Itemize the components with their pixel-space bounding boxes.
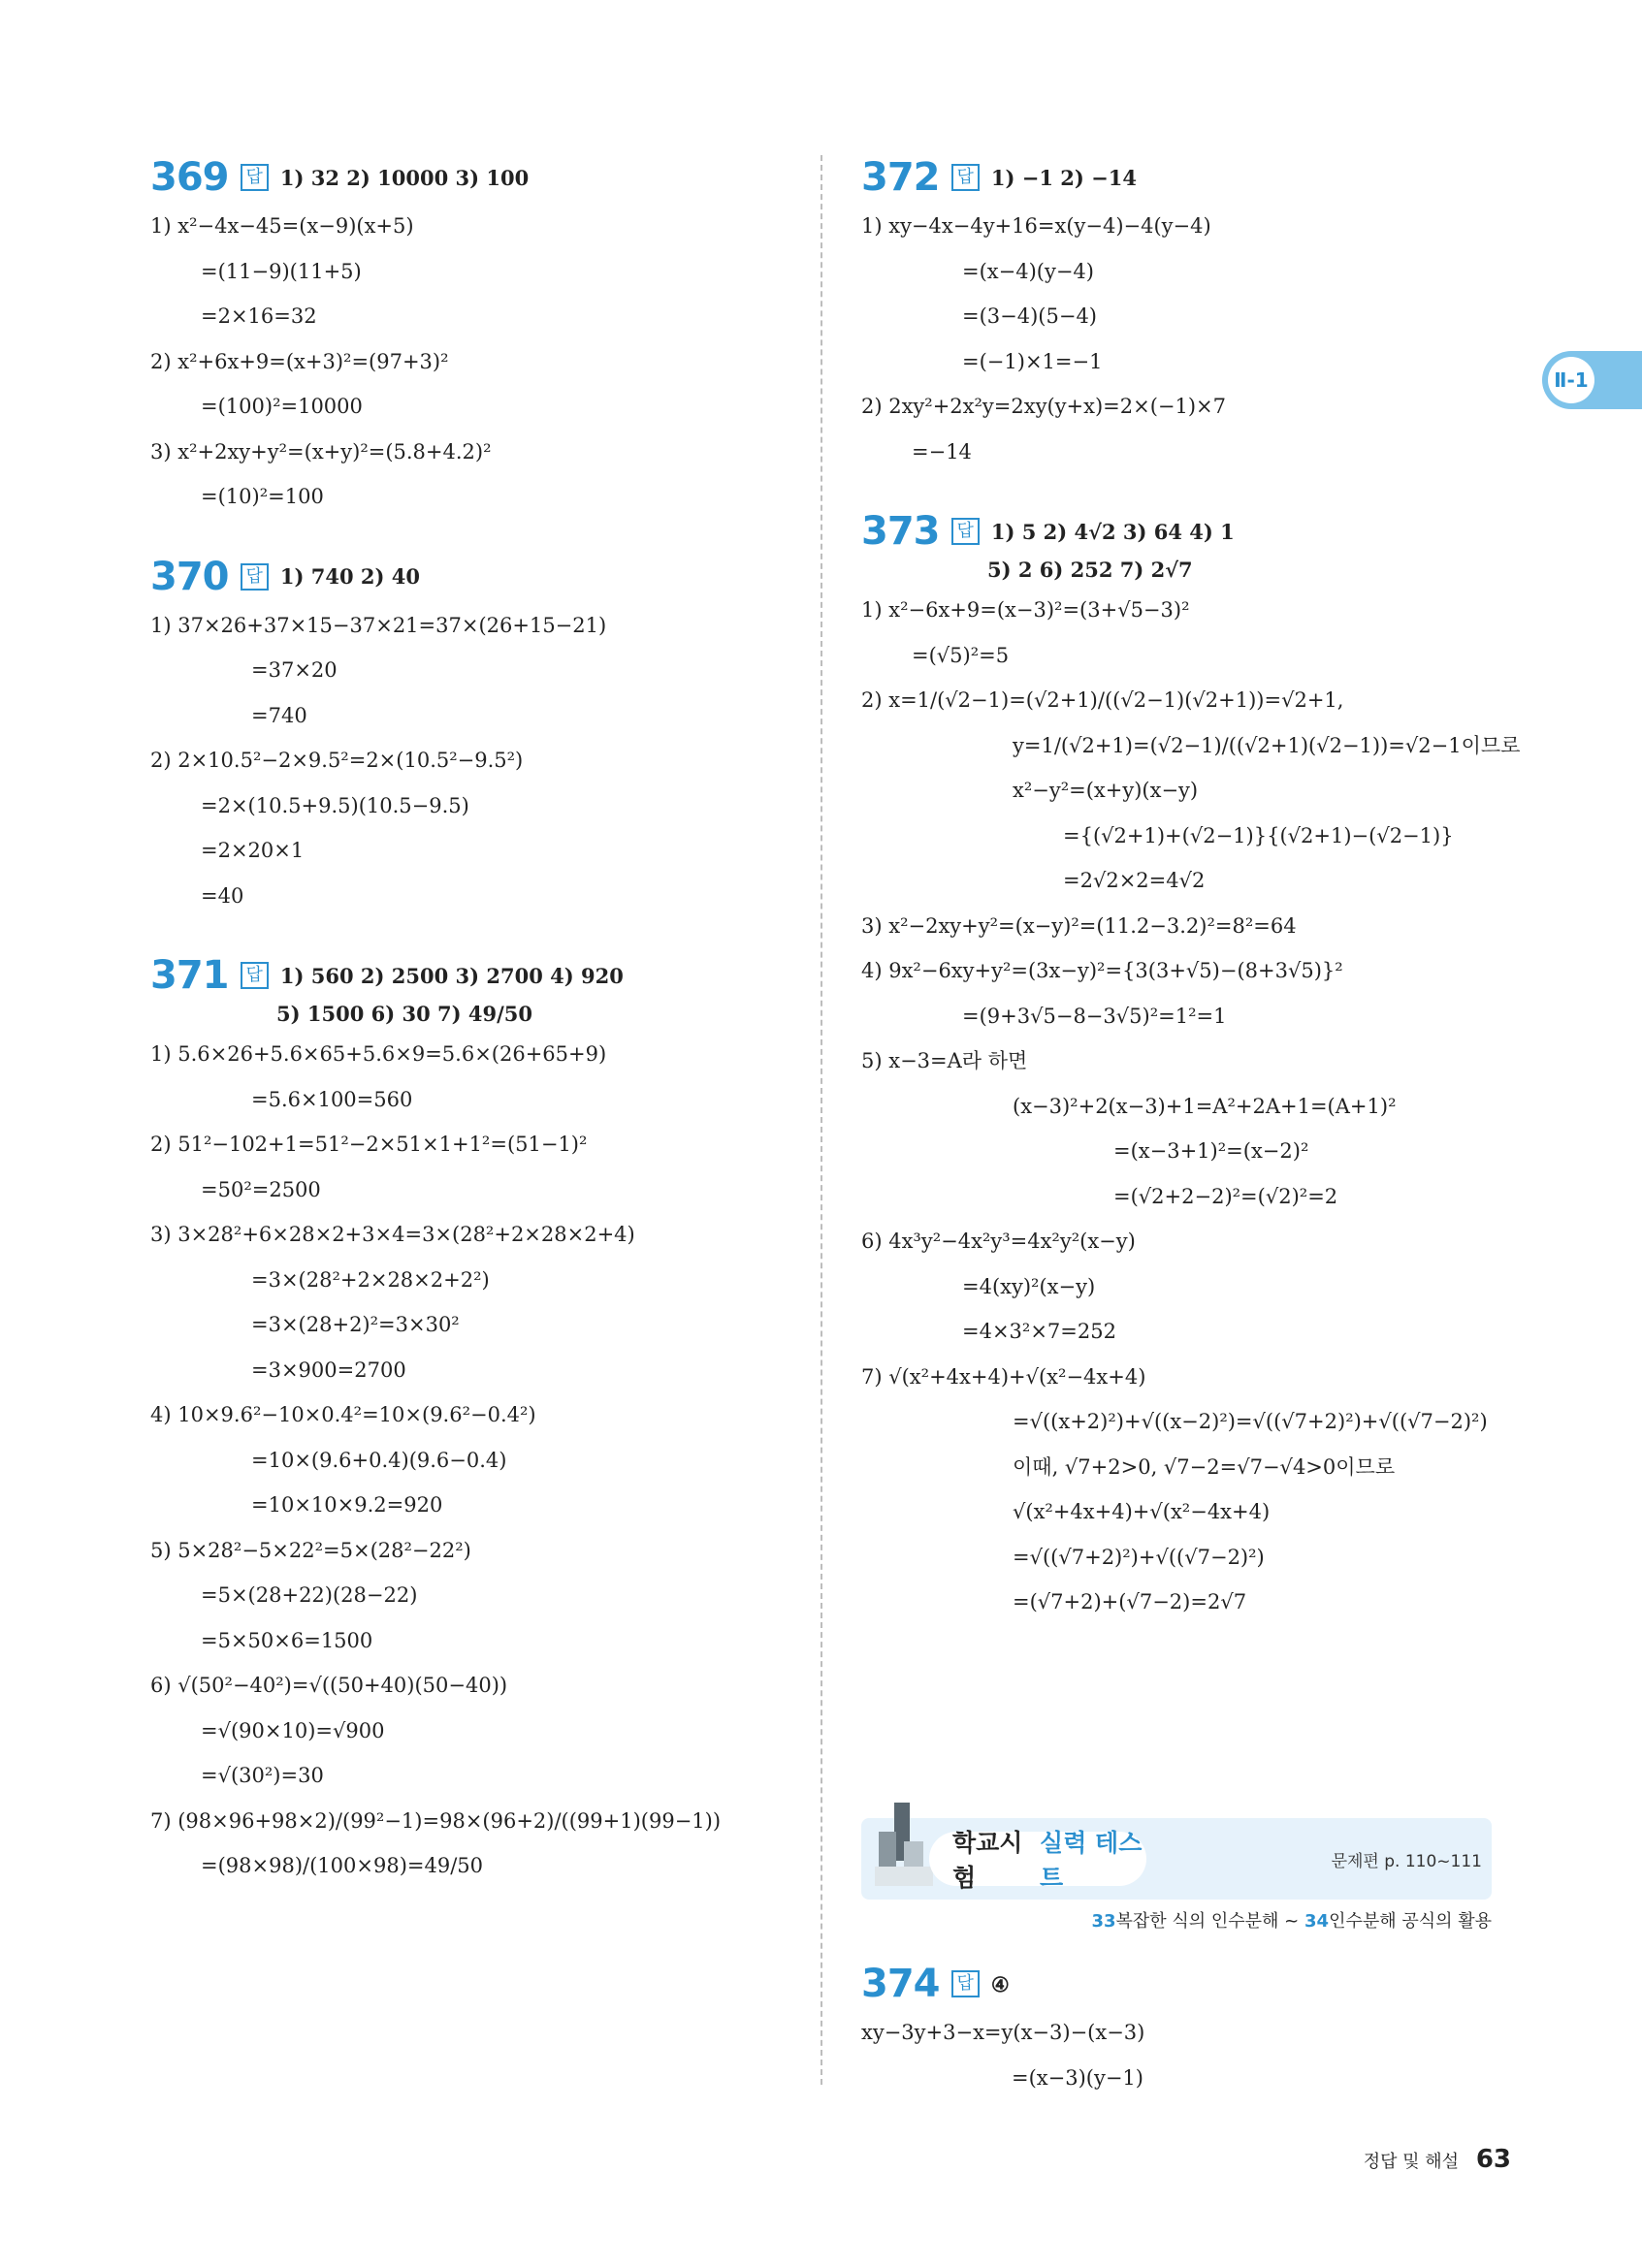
- solution-line: 1) 5.6×26+5.6×65+5.6×9=5.6×(26+65+9): [150, 1042, 607, 1066]
- solution-line: 3) 3×28²+6×28×2+3×4=3×(28²+2×28×2+4): [150, 1223, 635, 1246]
- footer-label: 정답 및 해설: [1363, 2152, 1460, 2172]
- problem-373: [861, 509, 1521, 1625]
- problem-header: [150, 555, 810, 599]
- solution-line: =√((x+2)²)+√((x−2)²)=√((√7+2)²)+√((√7−2)²): [1013, 1410, 1488, 1433]
- section-number-34: 34: [1304, 1911, 1330, 1932]
- problem-header: [861, 509, 1501, 554]
- solution-line: 5) x−3=A라 하면: [861, 1049, 1028, 1072]
- solution-line: 3) x²−2xy+y²=(x−y)²=(11.2−3.2)²=8²=64: [861, 913, 1297, 938]
- page-footer: [1364, 2145, 1511, 2174]
- solution-line: 1) xy−4x−4y+16=x(y−4)−4(y−4): [861, 214, 1211, 238]
- solution-line: =2×(10.5+9.5)(10.5−9.5): [201, 793, 469, 817]
- answer-mark: 답: [951, 1970, 980, 1997]
- problem-header: [150, 953, 810, 998]
- answer-list-continued: 5) 2 6) 252 7) 2√7: [987, 558, 1193, 582]
- problem-header: [861, 1962, 1501, 2006]
- test-banner: [861, 1818, 1492, 1900]
- solution-line: ={(√2+1)+(√2−1)}{(√2+1)−(√2−1)}: [1063, 823, 1454, 847]
- solution-line: x²−y²=(x+y)(x−y): [1013, 779, 1199, 802]
- solution-line: 2) x²+6x+9=(x+3)²=(97+3)²: [150, 349, 449, 373]
- section-reference: [861, 1907, 1492, 1933]
- solution-line: =2√2×2=4√2: [1063, 869, 1206, 892]
- solution-line: =(√2+2−2)²=(√2)²=2: [1113, 1184, 1338, 1208]
- answer-mark: 답: [241, 563, 269, 591]
- section-badge-label: Ⅱ-1: [1548, 357, 1594, 403]
- solution-line: =740: [251, 703, 307, 727]
- solution-line: =(x−3)(y−1): [1012, 2065, 1143, 2090]
- building-blocks-icon: [875, 1803, 933, 1894]
- problem-header: [150, 155, 810, 200]
- problem-371: [150, 953, 810, 1889]
- solution-line: (x−3)²+2(x−3)+1=A²+2A+1=(A+1)²: [1013, 1094, 1397, 1118]
- solution-line: =37×20: [251, 658, 338, 682]
- solution-line: =√((√7+2)²)+√((√7−2)²): [1013, 1545, 1265, 1569]
- banner-title: [929, 1829, 1146, 1892]
- page-number: 63: [1475, 2145, 1511, 2174]
- solution-line: 이때, √7+2>0, √7−2=√7−√4>0이므로: [1013, 1454, 1396, 1479]
- solution-line: y=1/(√2+1)=(√2−1)/((√2+1)(√2−1))=√2−1이므로: [1013, 733, 1521, 757]
- answer-mark: 답: [241, 962, 269, 989]
- answer-list: 1) 560 2) 2500 3) 2700 4) 920: [279, 963, 624, 988]
- solution-line: 4) 10×9.6²−10×0.4²=10×(9.6²−0.4²): [150, 1403, 536, 1426]
- solution-line: 6) 4x³y²−4x²y³=4x²y²(x−y): [861, 1230, 1136, 1253]
- left-column: [150, 155, 810, 1924]
- solution-line: 2) x=1/(√2−1)=(√2+1)/((√2−1)(√2+1))=√2+1,: [861, 688, 1344, 712]
- section-title-33: 복잡한 식의 인수분해 ~: [1115, 1911, 1300, 1932]
- column-divider: [821, 155, 822, 2085]
- problem-374: [861, 1962, 1501, 2100]
- solution-line: xy−3y+3−x=y(x−3)−(x−3): [861, 2021, 1145, 2044]
- section-number-33: 33: [1091, 1911, 1116, 1932]
- solution-line: =(10)²=100: [201, 485, 324, 508]
- solution-line: =5×(28+22)(28−22): [201, 1583, 418, 1607]
- solution-line: =√(30²)=30: [201, 1764, 324, 1787]
- banner-title-blue: 실력 테스트: [1040, 1829, 1143, 1892]
- solution-line: =3×(28+2)²=3×30²: [251, 1313, 460, 1336]
- problem-number: 373: [861, 509, 940, 554]
- solution-line: =(9+3√5−8−3√5)²=1²=1: [962, 1004, 1227, 1028]
- problem-header: [861, 155, 1501, 200]
- solution-line: =(x−3+1)²=(x−2)²: [1113, 1139, 1309, 1163]
- solution-line: =4×3²×7=252: [962, 1320, 1116, 1343]
- solution-line: =(3−4)(5−4): [962, 304, 1098, 328]
- solution-line: =10×10×9.2=920: [251, 1493, 443, 1517]
- problem-number: 369: [150, 155, 229, 200]
- solution-line: =(11−9)(11+5): [201, 259, 362, 283]
- problem-370: [150, 555, 810, 919]
- problem-number: 370: [150, 554, 229, 599]
- solution-line: =40: [201, 883, 244, 908]
- right-column-bottom: [861, 1779, 1501, 2135]
- problem-number: 371: [150, 953, 229, 998]
- solution-line: √(x²+4x+4)+√(x²−4x+4): [1013, 1500, 1271, 1523]
- problem-number: 372: [861, 155, 940, 200]
- solution-line: 1) 37×26+37×15−37×21=37×(26+15−21): [150, 613, 607, 637]
- banner-page-ref: 문제편 p. 110~111: [1331, 1852, 1482, 1871]
- solution-line: =5×50×6=1500: [201, 1628, 373, 1652]
- section-badge: [1542, 351, 1642, 409]
- solution-line: 2) 2xy²+2x²y=2xy(y+x)=2×(−1)×7: [861, 395, 1227, 418]
- solution-line: 4) 9x²−6xy+y²=(3x−y)²={3(3+√5)−(8+3√5)}²: [861, 959, 1343, 982]
- solution-line: 3) x²+2xy+y²=(x+y)²=(5.8+4.2)²: [150, 439, 492, 463]
- solution-line: =√(90×10)=√900: [201, 1718, 385, 1742]
- solution-line: =(100)²=10000: [201, 395, 363, 418]
- answer-list: 1) 5 2) 4√2 3) 64 4) 1: [990, 519, 1235, 544]
- answer-text: ④: [990, 1971, 1010, 1996]
- right-column: [861, 155, 1521, 1660]
- solution-line: 2) 2×10.5²−2×9.5²=2×(10.5²−9.5²): [150, 749, 524, 772]
- answer-mark: 답: [951, 518, 980, 545]
- solution-line: =(98×98)/(100×98)=49/50: [201, 1854, 483, 1877]
- problem-number: 374: [861, 1962, 940, 2006]
- solution-line: =2×20×1: [201, 839, 305, 862]
- answer-list: 1) 32 2) 10000 3) 100: [279, 165, 530, 190]
- answer-mark: 답: [951, 164, 980, 191]
- answer-list: 1) 740 2) 40: [279, 564, 420, 589]
- answer-mark: 답: [241, 164, 269, 191]
- solution-line: 1) x²−6x+9=(x−3)²=(3+√5−3)²: [861, 598, 1190, 622]
- solution-line: =−14: [912, 439, 972, 463]
- solution-line: =3×(28²+2×28×2+2²): [251, 1267, 490, 1292]
- solution-line: =10×(9.6+0.4)(9.6−0.4): [251, 1448, 507, 1472]
- solution-line: 1) x²−4x−45=(x−9)(x+5): [150, 214, 414, 238]
- solution-line: 7) (98×96+98×2)/(99²−1)=98×(96+2)/((99+1)(99−1)): [150, 1808, 722, 1833]
- solution-line: =(√7+2)+(√7−2)=2√7: [1013, 1590, 1247, 1613]
- solution-line: =50²=2500: [201, 1177, 321, 1201]
- problem-372: [861, 155, 1501, 474]
- answer-list: 1) −1 2) −14: [990, 165, 1137, 190]
- solution-line: 6) √(50²−40²)=√((50+40)(50−40)): [150, 1674, 508, 1697]
- solution-line: =3×900=2700: [251, 1358, 406, 1382]
- solution-line: 2) 51²−102+1=51²−2×51×1+1²=(51−1)²: [150, 1133, 588, 1156]
- solution-line: 7) √(x²+4x+4)+√(x²−4x+4): [861, 1364, 1146, 1389]
- solution-line: =(−1)×1=−1: [962, 349, 1103, 373]
- section-title-34: 인수분해 공식의 활용: [1329, 1911, 1492, 1932]
- answer-list-continued: 5) 1500 6) 30 7) 49/50: [276, 1002, 532, 1026]
- banner-title-black: 학교시험: [952, 1829, 1023, 1892]
- solution-line: =4(xy)²(x−y): [962, 1274, 1096, 1298]
- solution-line: =(x−4)(y−4): [962, 259, 1094, 283]
- problem-369: [150, 155, 810, 520]
- solution-line: 5) 5×28²−5×22²=5×(28²−22²): [150, 1538, 471, 1562]
- solution-line: =(√5)²=5: [912, 643, 1010, 667]
- solution-line: =2×16=32: [201, 304, 317, 328]
- solution-line: =5.6×100=560: [251, 1087, 413, 1111]
